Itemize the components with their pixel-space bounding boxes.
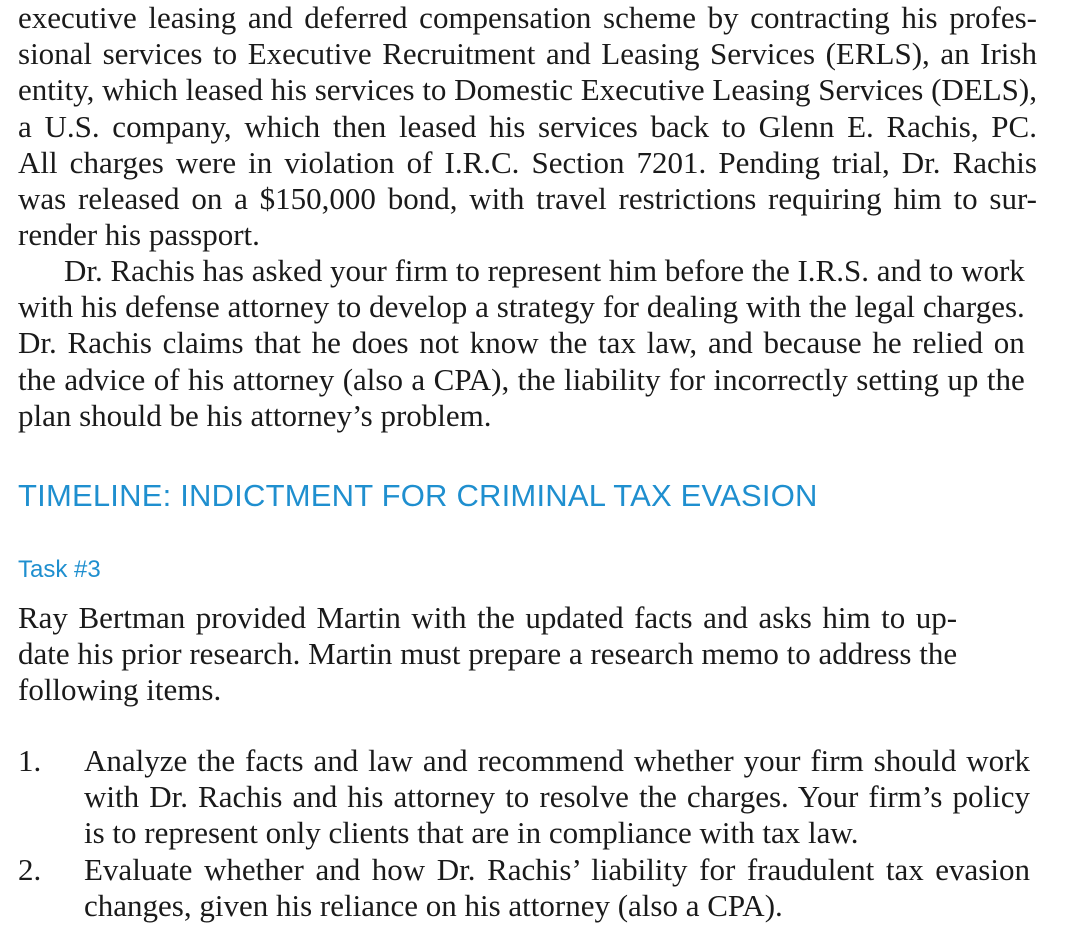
paragraph-task-intro (18, 600, 957, 709)
text-line: Analyze the facts and law and recommend whether your firm should work (84, 743, 1030, 778)
task-label: Task #3 (18, 556, 101, 583)
text-line: Evaluate whether and how Dr. Rachis’ liability for fraudulent tax evasion (84, 851, 1030, 887)
text-line: a U.S. company, which then leased his services back to Glenn E. Rachis, PC. (18, 108, 1037, 144)
text-line: plan should be his attorney’s problem. (18, 397, 492, 433)
text-line: with his defense attorney to develop a strategy for dealing with the legal charges. (18, 289, 1025, 325)
list-item-number: 1. (18, 743, 42, 778)
task-items-list (18, 743, 1030, 924)
text-line: Ray Bertman provided Martin with the updated facts and asks him to up- (18, 600, 958, 635)
text-line: Dr. Rachis claims that he does not know the tax law, and because he relied on (18, 325, 1025, 361)
text-line: executive leasing and deferred compensation scheme by contracting his profes- (18, 0, 1037, 35)
list-item-number: 2. (18, 851, 42, 887)
text-line: sional services to Executive Recruitment and Leasing Services (ERLS), an Irish (18, 36, 1037, 72)
text-line: render his passport. (18, 217, 260, 253)
paragraph-case-facts (18, 0, 1037, 253)
text-line: changes, given his reliance on his attorney (also a CPA). (84, 887, 783, 923)
text-line: following items. (18, 672, 222, 708)
text-line: was released on a $150,000 bond, with travel restrictions requiring him to sur- (18, 181, 1037, 217)
list-item (18, 852, 1030, 924)
section-heading: TIMELINE: INDICTMENT FOR CRIMINAL TAX EVASION (18, 478, 818, 513)
text-line: Dr. Rachis has asked your firm to represent him before the I.R.S. and to work (64, 253, 1025, 288)
text-line: entity, which leased his services to Domestic Executive Leasing Services (DELS), (18, 72, 1037, 108)
list-item (18, 743, 1030, 852)
paragraph-client-request (18, 253, 1025, 434)
text-line: date his prior research. Martin must prepare a research memo to address the (18, 636, 958, 672)
text-line: is to represent only clients that are in compliance with tax law. (84, 815, 859, 851)
text-line: the advice of his attorney (also a CPA), the liability for incorrectly setting up the (18, 361, 1025, 397)
text-line: with Dr. Rachis and his attorney to resolve the charges. Your firm’s policy (84, 779, 1030, 815)
text-line: All charges were in violation of I.R.C. Section 7201. Pending trial, Dr. Rachis (18, 144, 1037, 180)
